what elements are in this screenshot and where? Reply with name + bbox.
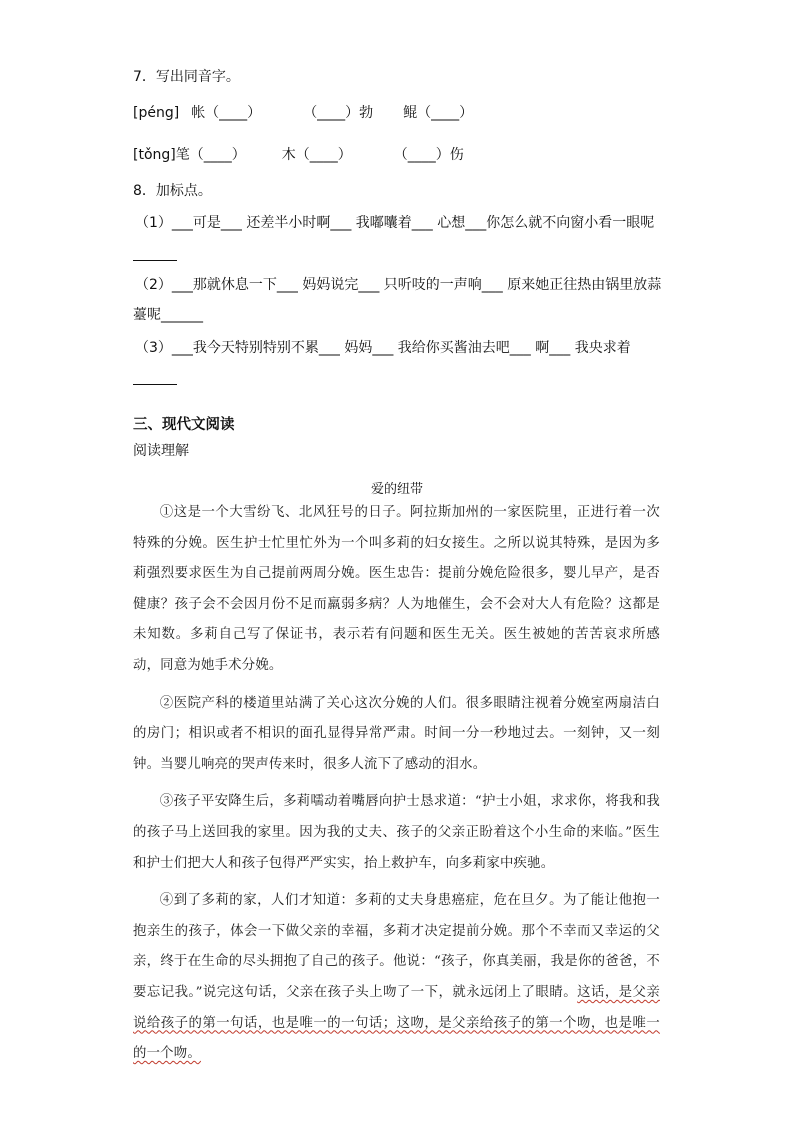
homophone-blank[interactable]: 帐（____） [191,105,262,121]
pinyin-peng: [péng] [133,105,180,121]
answer-blank-line[interactable] [133,260,177,261]
homophone-blank[interactable]: 笔（____） [175,147,246,163]
essay-body [133,498,660,1077]
homophone-blank[interactable]: 木（____） [281,147,352,163]
question-8-title: 8．加标点。 [133,183,212,199]
essay-paragraph: ③孩子平安降生后，多莉嚅动着嘴唇向护士恳求道：“护士小姐，求求你，将我和我的孩子马上送回我的家里。因为我的丈夫、孩子的父亲正盼着这个小生命的来临。”医生和护士们把大人和孩子包得严严实实，抬上救护车，向多莉家中疾驰。 [133,794,660,871]
essay-title: 爱的纽带 [370,482,423,497]
essay-paragraph: ①这是一个大雪纷飞、北风狂号的日子。阿拉斯加州的一家医院里，正进行着一次特殊的分娩。医生护士忙里忙外为一个叫多莉的妇女接生。之所以说其特殊，是因为多莉强烈要求医生为自己提前两周分娩。医生忠告：提前分娩危险很多，婴儿早产，是否健康？孩子会不会因月份不足而羸弱多病？人为地催生，会不会对大人有危险？这都是未知数。多莉自己写了保证书，表示若有问题和医生无关。医生被她的苦苦哀求所感动，同意为她手术分娩。 [133,505,660,673]
pinyin-tong: [tǒng] [133,147,176,163]
question-8-item-2-continued: 薹呢______ [133,307,203,323]
question-8-item-2: （2）___那就休息一下___ 妈妈说完___ 只听吱的一声响___ 原来她正往热由锅里放蒜 [135,277,662,293]
question-7-row-2 [133,145,464,165]
question-8-item-1: （1）___可是___ 还差半小时啊___ 我嘟囔着___ 心想___你怎么就不向窗小看一眼呢 [135,215,655,231]
homophone-blank[interactable]: 鲲（____） [403,105,474,121]
essay-paragraph-text: ④到了多莉的家，人们才知道：多莉的丈夫身患癌症，危在旦夕。为了能让他抱一抱亲生的孩子，体会一下做父亲的幸福，多莉才决定提前分娩。那个不幸而又幸运的父亲，终于在生命的尽头拥抱了自己的孩子。他说：“孩子，你真美丽，我是你的爸爸，不要忘记我。”说完这句话，父亲在孩子头上吻了一下，就永远闭上了眼睛。 [133,893,660,1000]
essay-paragraph [133,886,660,1070]
question-7-row-1 [133,103,473,123]
homophone-blank[interactable]: （____）伤 [393,147,464,163]
section-subheading: 阅读理解 [133,443,189,459]
question-7-title: 7．写出同音字。 [133,69,240,85]
homophone-blank[interactable]: （____）勃 [303,105,374,121]
answer-blank-line[interactable] [133,384,177,385]
wavy-underlined-sentence: 这话，是父亲说给孩子的第一句话，也是唯一的一句话；这吻，是父亲给孩子的第一个吻，也是唯一的一个吻。 [133,984,660,1062]
section-heading: 三、现代文阅读 [133,417,235,433]
essay-paragraph: ②医院产科的楼道里站满了关心这次分娩的人们。很多眼睛注视着分娩室两扇洁白的房门；相识或者不相识的面孔显得异常严肃。时间一分一秒地过去。一刻钟，又一刻钟。当婴儿响亮的哭声传来时，很多人流下了感动的泪水。 [133,695,660,772]
question-8-item-3: （3）___我今天特别特别不累___ 妈妈___ 我给你买酱油去吧___ 啊___ 我央求着 [135,340,631,356]
